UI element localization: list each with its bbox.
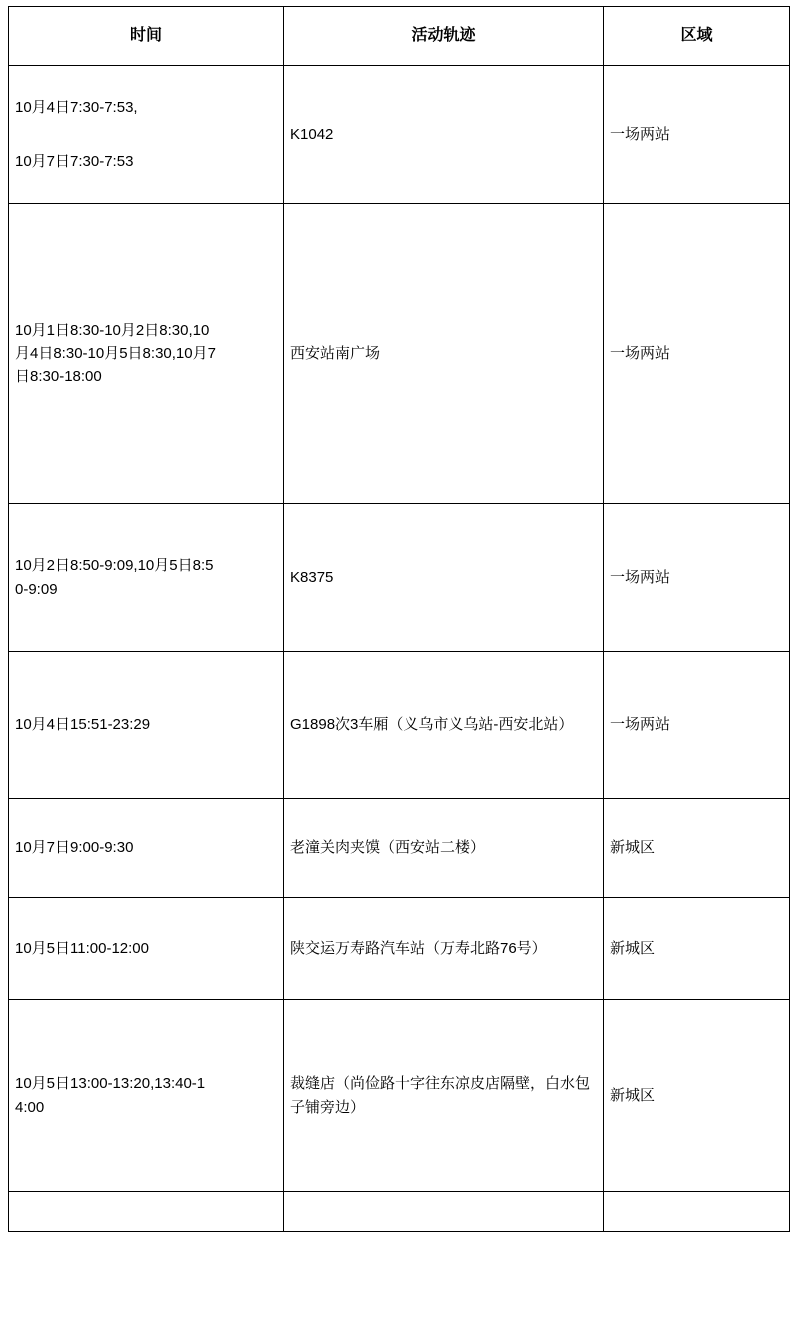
time-line: 0-9:09 bbox=[15, 580, 58, 598]
table-row bbox=[9, 799, 790, 898]
track-text: 老潼关肉夹馍（西安站二楼） bbox=[290, 839, 486, 857]
time-line: 10月4日7:30-7:53, bbox=[15, 99, 138, 117]
time-line: 10月5日11:00-12:00 bbox=[15, 939, 149, 957]
cell-area: 一场两站 bbox=[604, 66, 790, 204]
table-row bbox=[9, 898, 790, 1000]
cell-area: 一场两站 bbox=[604, 504, 790, 652]
cell-area bbox=[604, 1192, 790, 1232]
cell-area: 新城区 bbox=[604, 898, 790, 1000]
cell-time bbox=[9, 504, 284, 652]
cell-time bbox=[9, 799, 284, 898]
table-row bbox=[9, 204, 790, 504]
time-line: 月4日8:30-10月5日8:30,10月7 bbox=[15, 344, 216, 362]
time-line: 10月1日8:30-10月2日8:30,10 bbox=[15, 321, 210, 339]
cell-time bbox=[9, 898, 284, 1000]
table-row bbox=[9, 504, 790, 652]
time-line: 10月7日9:00-9:30 bbox=[15, 839, 134, 857]
cell-time bbox=[9, 204, 284, 504]
time-spacer bbox=[15, 120, 277, 150]
cell-area: 新城区 bbox=[604, 799, 790, 898]
track-text: 裁缝店（尚俭路十字往东凉皮店隔壁，白水包子铺旁边） bbox=[290, 1075, 591, 1116]
header-track: 活动轨迹 bbox=[284, 7, 604, 66]
track-text: G1898次3车厢（义乌市义乌站-西安北站） bbox=[290, 716, 574, 734]
table-header bbox=[9, 7, 790, 66]
time-line: 4:00 bbox=[15, 1098, 45, 1116]
time-line: 10月2日8:50-9:09,10月5日8:5 bbox=[15, 557, 214, 575]
table-header-row bbox=[9, 7, 790, 66]
time-line: 10月5日13:00-13:20,13:40-1 bbox=[15, 1075, 206, 1093]
header-time: 时间 bbox=[9, 7, 284, 66]
cell-area: 一场两站 bbox=[604, 652, 790, 799]
time-line: 10月4日15:51-23:29 bbox=[15, 716, 151, 734]
track-text: K1042 bbox=[290, 125, 334, 143]
cell-track bbox=[284, 799, 604, 898]
cell-track bbox=[284, 204, 604, 504]
time-line: 日8:30-18:00 bbox=[15, 368, 102, 386]
track-text: 陕交运万寿路汽车站（万寿北路76号） bbox=[290, 939, 547, 957]
track-text: 西安站南广场 bbox=[290, 344, 381, 362]
cell-track bbox=[284, 898, 604, 1000]
cell-time bbox=[9, 1000, 284, 1192]
table-row bbox=[9, 652, 790, 799]
track-text: K8375 bbox=[290, 568, 334, 586]
activity-track-table bbox=[8, 6, 790, 1232]
cell-track bbox=[284, 66, 604, 204]
time-line: 10月7日7:30-7:53 bbox=[15, 152, 134, 170]
table-row bbox=[9, 66, 790, 204]
cell-time bbox=[9, 1192, 284, 1232]
cell-time bbox=[9, 66, 284, 204]
table-body bbox=[9, 66, 790, 1232]
header-area: 区域 bbox=[604, 7, 790, 66]
cell-track bbox=[284, 1000, 604, 1192]
cell-track bbox=[284, 1192, 604, 1232]
table-row-partial bbox=[9, 1192, 790, 1232]
cell-track bbox=[284, 504, 604, 652]
cell-time bbox=[9, 652, 284, 799]
cell-area: 新城区 bbox=[604, 1000, 790, 1192]
cell-track bbox=[284, 652, 604, 799]
table-row bbox=[9, 1000, 790, 1192]
cell-area: 一场两站 bbox=[604, 204, 790, 504]
